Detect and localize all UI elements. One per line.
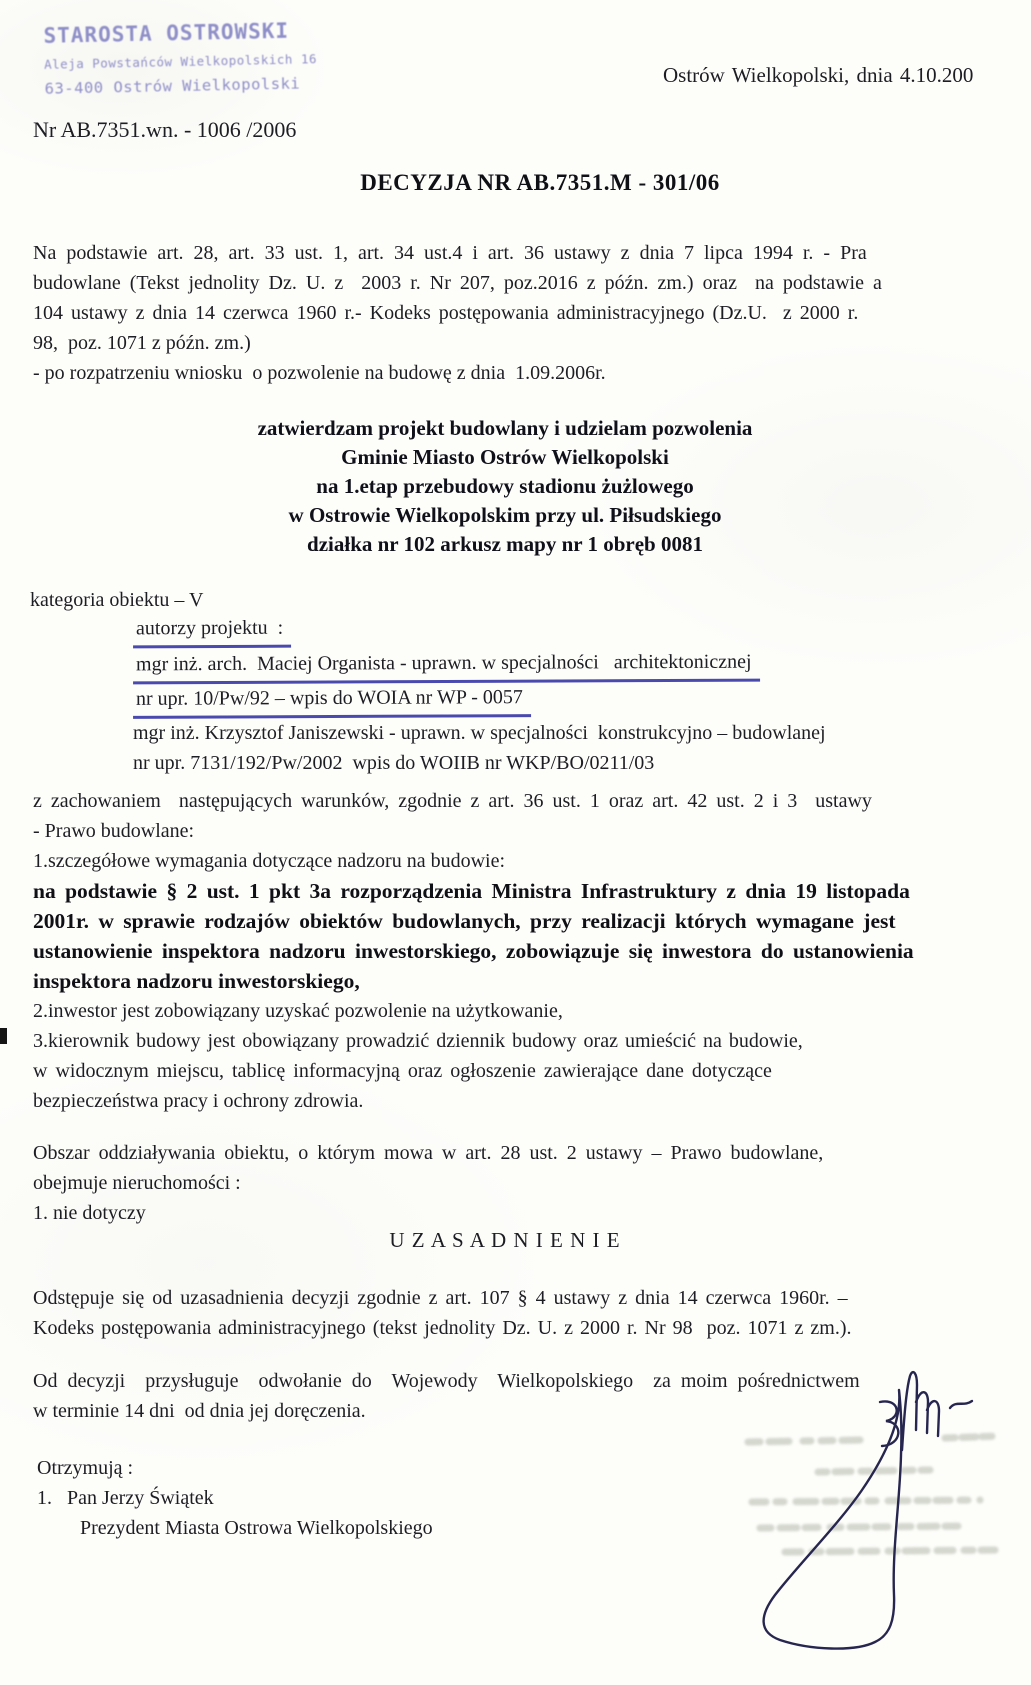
legal-basis-line-1: Na podstawie art. 28, art. 33 ust. 1, art. 34 ust.4 i art. 36 ustawy z dnia 7 lipca 1994 r. - Pra <box>33 242 867 264</box>
signature-scribble <box>690 1280 1010 1680</box>
sender-stamp-office: STAROSTA OSTROWSKI <box>43 18 290 48</box>
date-line: Ostrów Wielkopolski, dnia 4.10.200 <box>663 63 974 87</box>
sender-stamp <box>43 13 318 101</box>
grant-line-2: Gminie Miasto Ostrów Wielkopolski <box>341 445 669 469</box>
conditions-item-3b: w widocznym miejscu, tablicę informacyjną oraz ogłoszenie zawierające dane dotyczące <box>33 1060 772 1082</box>
appeal-line-1: Od decyzji przysługuje odwołanie do Wojewody Wielkopolskiego za moim pośrednictwem <box>33 1370 860 1392</box>
decision-grant-block <box>0 414 1010 559</box>
grant-line-4: w Ostrowie Wielkopolskim przy ul. Piłsudskiego <box>288 503 722 527</box>
conditions-bold-4: inspektora nadzoru inwestorskiego, <box>33 969 360 993</box>
justification-line-2: Kodeks postępowania administracyjnego (tekst jednolity Dz. U. z 2000 r. Nr 98 poz. 1071 z zm.). <box>33 1317 852 1339</box>
legal-basis-line-2: budowlane (Tekst jednolity Dz. U. z 2003 r. Nr 207, poz.2016 z późn. zm.) oraz na podstawie a <box>33 272 882 294</box>
conditions-intro-1: z zachowaniem następujących warunków, zgodnie z art. 36 ust. 1 oraz art. 42 ust. 2 i 3 ustawy <box>33 790 872 812</box>
author-architect-line: mgr inż. arch. Maciej Organista - uprawn. w specjalności architektonicznej <box>133 647 760 685</box>
grant-line-5: działka nr 102 arkusz mapy nr 1 obręb 0081 <box>307 532 703 556</box>
recipients-block <box>37 1453 433 1543</box>
author-architect-registration: nr upr. 10/Pw/92 – wpis do WOIA nr WP - 0057 <box>133 682 531 719</box>
legal-basis-line-4: 98, poz. 1071 z późn. zm.) <box>33 332 251 354</box>
conditions-bold-2: 2001r. w sprawie rodzajów obiektów budowlanych, przy realizacji których wymagane jest <box>33 909 896 933</box>
category-line: kategoria obiektu – V <box>30 589 204 611</box>
authors-block <box>133 613 826 778</box>
conditions-bold-3: ustanowienie inspektora nadzoru inwestorskiego, zobowiązuje się inwestora do ustanowienia <box>33 939 914 963</box>
impact-area-line-3: 1. nie dotyczy <box>33 1202 146 1224</box>
conditions-item-1: 1.szczegółowe wymagania dotyczące nadzoru na budowie: <box>33 850 506 872</box>
conditions-item-3a: 3.kierownik budowy jest obowiązany prowadzić dziennik budowy oraz umieścić na budowie, <box>33 1030 803 1052</box>
recipient-item-role: Prezydent Miasta Ostrowa Wielkopolskiego <box>80 1517 433 1539</box>
impact-area-line-2: obejmuje nieruchomości : <box>33 1172 241 1194</box>
appeal-line-2: w terminie 14 dni od dnia jej doręczenia. <box>33 1400 366 1422</box>
impact-area-line-1: Obszar oddziaływania obiektu, o którym mowa w art. 28 ust. 2 ustawy – Prawo budowlane, <box>33 1142 824 1164</box>
author-constructor-registration: nr upr. 7131/192/Pw/2002 wpis do WOIIB nr WKP/BO/0211/03 <box>133 752 655 774</box>
legal-basis-paragraph <box>33 238 882 388</box>
conditions-bold-1: na podstawie § 2 ust. 1 pkt 3a rozporządzenia Ministra Infrastruktury z dnia 19 listopada <box>33 879 910 903</box>
author-constructor-line: mgr inż. Krzysztof Janiszewski - uprawn. w specjalności konstrukcyjno – budowlanej <box>133 722 826 744</box>
conditions-item-2: 2.inwestor jest zobowiązany uzyskać pozwolenie na użytkowanie, <box>33 1000 563 1022</box>
legal-basis-line-5: - po rozpatrzeniu wniosku o pozwolenie na budowę z dnia 1.09.2006r. <box>33 362 606 384</box>
legal-basis-line-3: 104 ustawy z dnia 14 czerwca 1960 r.- Kodeks postępowania administracyjnego (Dz.U. z 2000 r. <box>33 302 859 324</box>
justification-line-1: Odstępuje się od uzasadnienia decyzji zgodnie z art. 107 § 4 ustawy z dnia 14 czerwca 1960r. – <box>33 1287 848 1309</box>
conditions-paragraph <box>33 786 914 1116</box>
recipients-heading: Otrzymują : <box>37 1457 134 1479</box>
scan-edge-artifact <box>0 1028 7 1044</box>
conditions-intro-2: - Prawo budowlane: <box>33 820 195 842</box>
grant-line-3: na 1.etap przebudowy stadionu żużlowego <box>316 474 694 498</box>
authors-heading: autorzy projektu : <box>133 613 291 649</box>
justification-heading: U Z A S A D N I E N I E <box>389 1228 621 1252</box>
grant-line-1: zatwierdzam projekt budowlany i udzielam pozwolenia <box>257 416 753 440</box>
recipient-item: 1. Pan Jerzy Świątek <box>37 1487 214 1509</box>
sender-stamp-street: Aleja Powstańców Wielkopolskich 16 <box>43 51 318 72</box>
reference-number: Nr AB.7351.wn. - 1006 /2006 <box>33 117 297 142</box>
sender-stamp-city: 63-400 Ostrów Wielkopolski <box>44 74 301 98</box>
impact-area-paragraph <box>33 1138 823 1228</box>
decision-title: DECYZJA NR AB.7351.M - 301/06 <box>360 170 720 195</box>
conditions-item-3c: bezpieczeństwa pracy i ochrony zdrowia. <box>33 1090 364 1112</box>
